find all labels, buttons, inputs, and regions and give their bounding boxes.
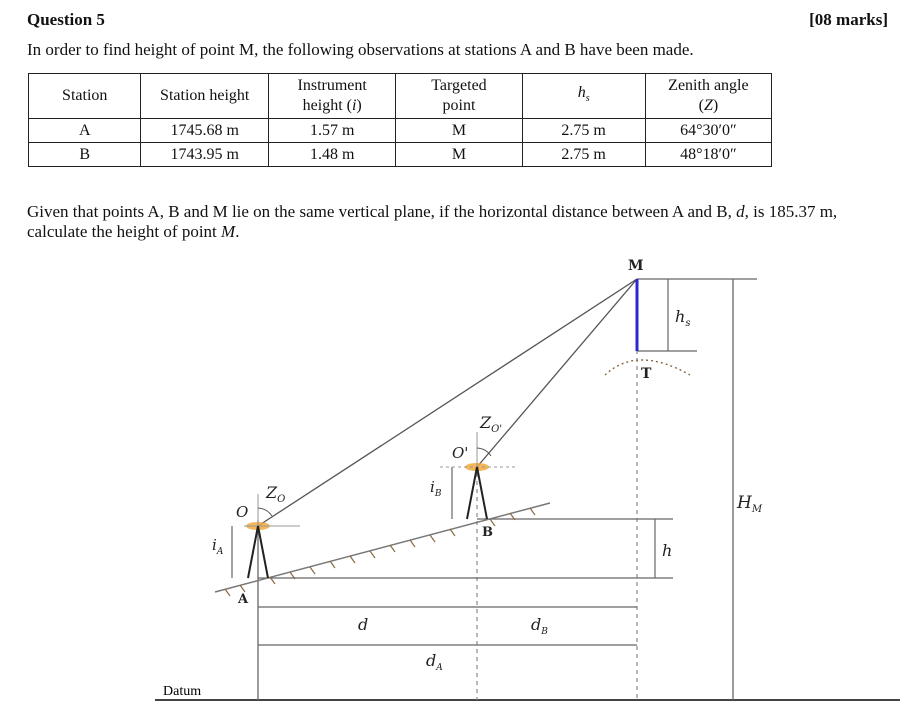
label-Zo-prime: $Z_{O'}$	[480, 413, 503, 435]
cell-station-height: 1745.68 m	[141, 119, 269, 143]
header-station-height: Station height	[141, 74, 269, 119]
cell-hs: 2.75 m	[522, 143, 645, 167]
label-Zo: $Z_O$	[266, 483, 286, 505]
cell-zenith: 48°18′0″	[645, 143, 771, 167]
label-O-prime: O'	[452, 444, 469, 462]
cell-instrument-height: 1.57 m	[268, 119, 395, 143]
table-row	[29, 143, 772, 167]
header-zenith-angle: Zenith angle (Z)	[645, 74, 771, 119]
label-B: B	[482, 525, 493, 540]
cell-target: M	[396, 143, 522, 167]
label-dB: $d_B$	[531, 615, 548, 637]
label-d: d	[358, 615, 369, 634]
header-targeted-point: Targeted point	[396, 74, 522, 119]
header-station: Station	[29, 74, 141, 119]
label-O: O	[236, 503, 249, 521]
label-A: A	[238, 592, 249, 607]
sight-line-A	[258, 279, 637, 526]
cell-hs: 2.75 m	[522, 119, 645, 143]
table-row	[29, 119, 772, 143]
label-iB: $i_B$	[430, 478, 442, 499]
observations-table	[28, 73, 772, 167]
survey-diagram	[0, 250, 904, 724]
given-text: Given that points A, B and M lie on the same vertical plane, if the horizontal distance between A and B, d, is 185.37 m, calculate the height of point M.	[27, 202, 838, 241]
label-HM: $H_M$	[737, 493, 763, 515]
cell-station-height: 1743.95 m	[141, 143, 269, 167]
header-hs: $h_s$	[522, 74, 645, 119]
cell-instrument-height: 1.48 m	[268, 143, 395, 167]
label-h: h	[662, 541, 673, 560]
datum-label: Datum	[163, 684, 202, 699]
cell-station: A	[29, 119, 141, 143]
label-hs: $h_s$	[675, 307, 691, 329]
label-T: T	[641, 366, 652, 382]
sight-line-B	[477, 279, 637, 467]
label-iA: $i_A$	[212, 536, 224, 557]
cell-target: M	[396, 119, 522, 143]
question-marks: [08 marks]	[809, 10, 888, 29]
header-instrument-height: Instrument height (i)	[268, 74, 395, 119]
intro-text: In order to find height of point M, the following observations at stations A and B have been made.	[27, 40, 694, 59]
label-dA: $d_A$	[426, 651, 443, 673]
table-header-row	[29, 74, 772, 119]
question-title: Question 5	[27, 10, 105, 29]
cell-zenith: 64°30′0″	[645, 119, 771, 143]
ground-slope	[215, 503, 550, 592]
label-M: M	[628, 258, 644, 274]
cell-station: B	[29, 143, 141, 167]
